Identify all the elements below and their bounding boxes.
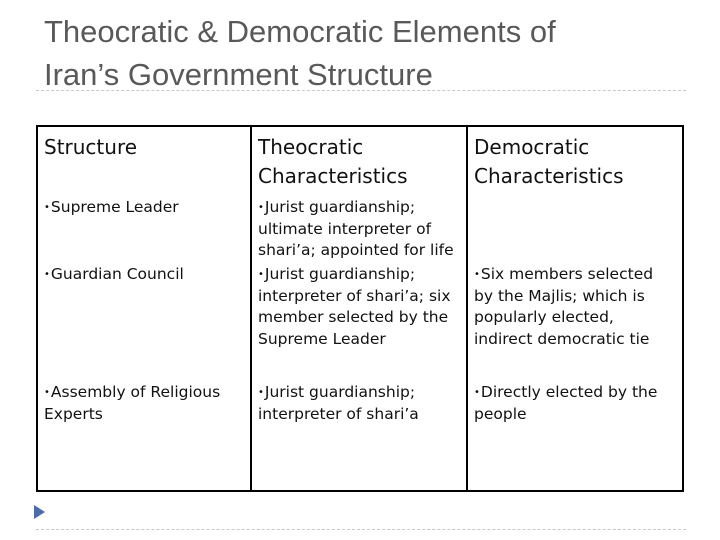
bullet-icon: • xyxy=(258,202,264,213)
slide-title xyxy=(44,10,704,96)
row-1-theocratic xyxy=(252,193,466,266)
row-1-structure-text: Supreme Leader xyxy=(50,198,179,216)
row-2-structure xyxy=(38,260,250,290)
row-3-democratic xyxy=(468,378,682,429)
header-structure: Structure xyxy=(44,135,138,159)
row-3-theocratic xyxy=(252,378,466,429)
bullet-icon: • xyxy=(474,269,480,280)
title-divider xyxy=(36,90,686,91)
row-1-theocratic-text: Jurist guardianship; ultimate interpreter of shari’a; appointed for life xyxy=(258,198,454,259)
row-2-structure-text: Guardian Council xyxy=(50,265,184,283)
row-2-democratic xyxy=(468,260,682,354)
row-3-democratic-text: Directly elected by the people xyxy=(474,383,658,423)
row-2-democratic-text: Six members selected by the Majlis; which is popularly elected, indirect democratic tie xyxy=(474,265,654,348)
bullet-icon: • xyxy=(258,269,264,280)
row-2-theocratic-text: Jurist guardianship; interpreter of shari’a; six member selected by the Supreme Leader xyxy=(258,265,451,348)
row-2-theocratic xyxy=(252,260,466,354)
bullet-icon: • xyxy=(44,202,50,213)
header-theocratic: Theocratic Characteristics xyxy=(258,135,408,188)
slide-title-line-2: Iran’s Government Structure xyxy=(44,57,433,92)
row-3-theocratic-text: Jurist guardianship; interpreter of shari’a xyxy=(258,383,419,423)
footer-divider xyxy=(36,529,686,530)
row-1-structure xyxy=(38,193,250,223)
bullet-icon: • xyxy=(258,387,264,398)
bullet-icon: • xyxy=(474,387,480,398)
slide-marker-icon xyxy=(34,505,45,519)
header-democratic: Democratic Characteristics xyxy=(474,135,624,188)
slide-title-line-1: Theocratic & Democratic Elements of xyxy=(44,14,556,49)
bullet-icon: • xyxy=(44,387,50,398)
row-3-structure-text: Assembly of Religious Experts xyxy=(44,383,221,423)
bullet-icon: • xyxy=(44,269,50,280)
row-3-structure xyxy=(38,378,250,429)
